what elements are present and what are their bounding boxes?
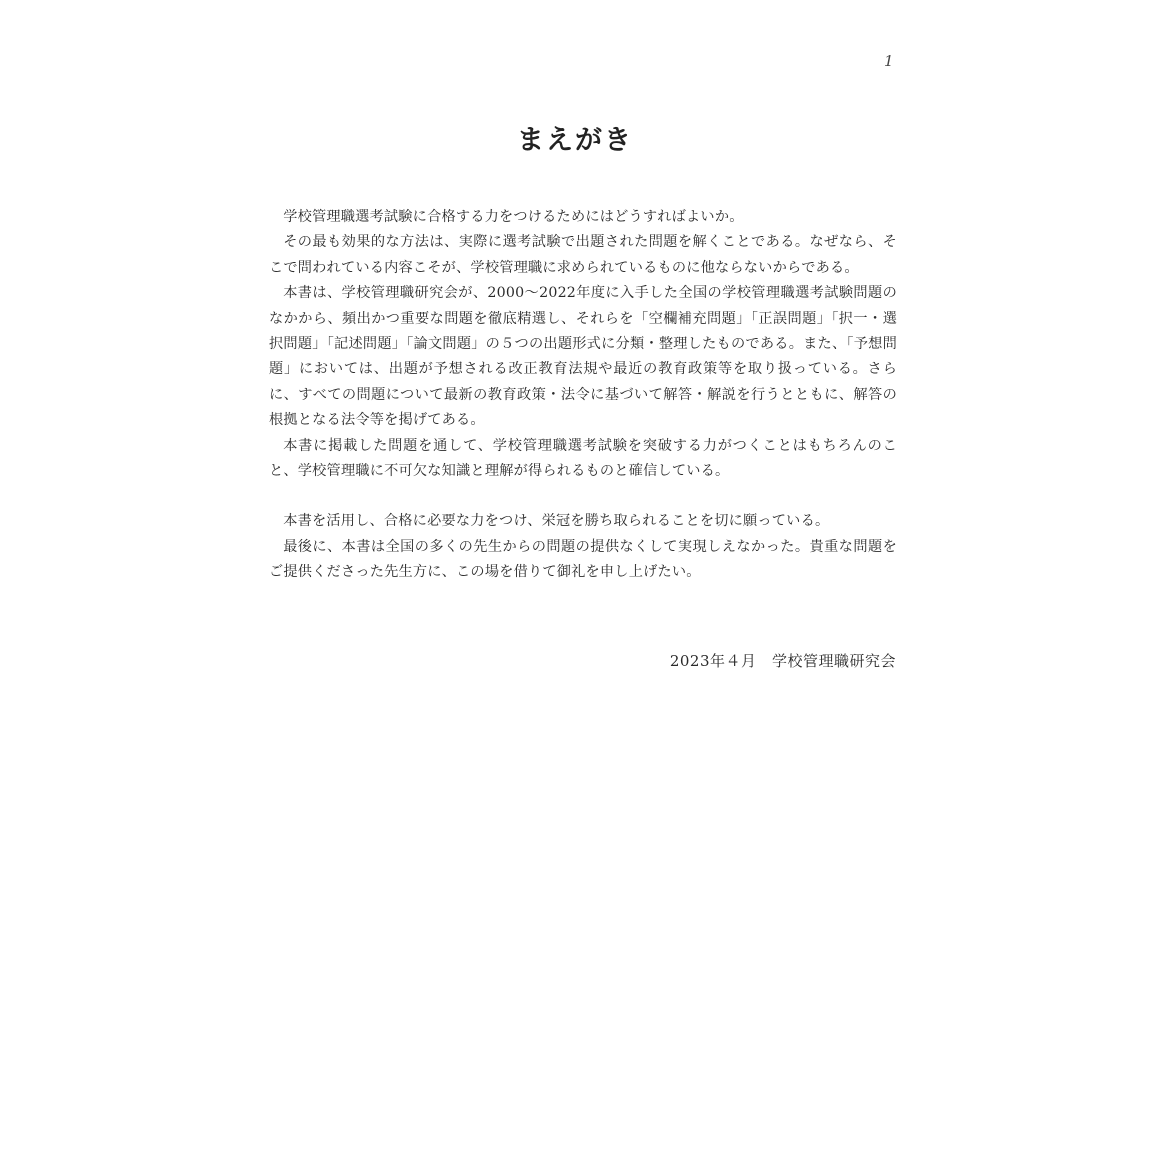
signature-line: 2023年４月 学校管理職研究会 <box>669 652 896 670</box>
paragraph: 最後に、本書は全国の多くの先生からの問題の提供なくして実現しえなかった。貴重な問題をご提供くださった先生方に、この場を借りて御礼を申し上げたい。 <box>269 538 897 581</box>
preface-body <box>269 205 897 586</box>
paragraph: 本書を活用し、合格に必要な力をつけ、栄冠を勝ち取られることを切に願っている。 <box>283 513 830 530</box>
paragraph: その最も効果的な方法は、実際に選考試験で出題された問題を解くことである。なぜなら、そこで問われている内容こそが、学校管理職に求められているものに他ならないからである。 <box>269 234 897 276</box>
paragraph: 学校管理職選考試験に合格する力をつけるためにはどうすればよいか。 <box>283 209 744 225</box>
paragraph: 本書は、学校管理職研究会が、2000～2022年度に入手した全国の学校管理職選考試験問題のなかから、頻出かつ重要な問題を徹底精選し、それらを「空欄補充問題」「正誤問題」「択一・選択問題」「記述問題」「論文問題」の５つの出題形式に分類・整理したものである。また、「予想問題」においては、出題が予想される改正教育法規や最近の教育政策等を取り扱っている。さらに、すべての問題について最新の教育政策・法令に基づいて解答・解説を行うとともに、解答の根拠となる法令等を掲げてある。 <box>269 285 897 429</box>
page-number: 1 <box>884 52 894 70</box>
paragraph: 本書に掲載した問題を通して、学校管理職選考試験を突破する力がつくことはもちろんのこと、学校管理職に不可欠な知識と理解が得られるものと確信している。 <box>269 437 897 480</box>
page-title: まえがき <box>517 125 633 156</box>
